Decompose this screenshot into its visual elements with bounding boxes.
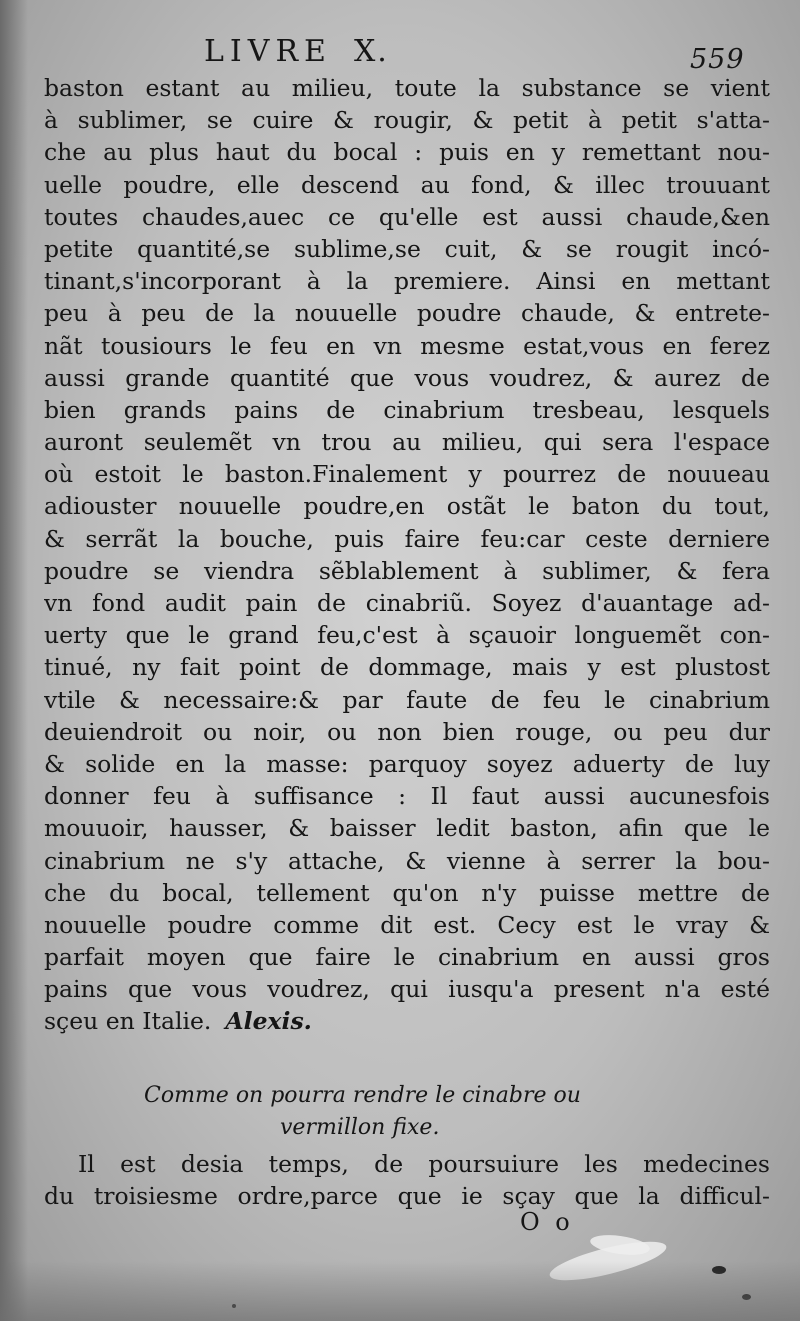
text-line-content: parfait moyen que faire le cinabrium en aussi gros <box>44 943 770 972</box>
text-line-content: aussi grande quantité que vous voudrez, & aurez de <box>44 363 770 392</box>
text-line-content: & solide en la masse: parquoy soyez aduerty de luy <box>44 749 770 778</box>
text-line-content: sçeu en Italie. <box>44 1007 212 1036</box>
section-text-line: Il est desia temps, de poursuiure les medecines <box>78 1150 770 1178</box>
catchword: O o <box>520 1208 574 1236</box>
text-line <box>44 265 770 297</box>
text-line-content: où estoit le baston.Finalement y pourrez de nouueau <box>44 460 770 489</box>
text-line <box>44 490 770 522</box>
text-line-content: baston estant au milieu, toute la substance se vient <box>44 74 770 102</box>
text-line-content: che du bocal, tellement qu'on n'y puisse mettre de <box>44 878 770 907</box>
text-line <box>44 748 770 780</box>
section-heading <box>44 1080 770 1144</box>
text-line <box>44 394 770 426</box>
text-line <box>44 233 770 265</box>
author-signature: Alexis. <box>225 1007 312 1036</box>
text-line-content: uerty que le grand feu,c'est à sçauoir longuemẽt con- <box>44 621 770 650</box>
text-line-content: bien grands pains de cinabrium tresbeau, lesquels <box>44 395 770 424</box>
body-text <box>44 72 770 1038</box>
text-line <box>44 587 770 619</box>
text-line <box>44 780 770 812</box>
text-line-content: pains que vous voudrez, qui iusqu'a present n'a esté <box>44 975 770 1004</box>
text-line-content: petite quantité,se sublime,se cuit, & se rougit incó- <box>44 234 770 263</box>
text-line-content: che au plus haut du bocal : puis en y remettant nou- <box>44 138 770 167</box>
text-line-content: poudre se viendra sẽblablement à sublimer, & fera <box>44 556 770 585</box>
running-title-text: LIVRE <box>204 34 332 69</box>
text-line-content: adiouster nouuelle poudre,en ostãt le baton du tout, <box>44 492 770 521</box>
text-line <box>44 72 770 104</box>
text-line-content: auront seulemẽt vn trou au milieu, qui sera l'espace <box>44 428 770 457</box>
page-bottom-shadow <box>0 1261 800 1321</box>
text-line <box>44 845 770 877</box>
gutter-shadow <box>0 0 28 1321</box>
section-heading-line-2: vermillon fixe. <box>280 1115 440 1140</box>
text-line <box>44 104 770 136</box>
text-line <box>44 297 770 329</box>
text-line-content: à sublimer, se cuire & rougir, & petit à petit s'atta- <box>44 106 770 135</box>
text-line <box>44 169 770 201</box>
text-line-content: donner feu à suffisance : Il faut aussi aucunesfois <box>44 782 770 811</box>
text-line-content: mouuoir, hausser, & baisser ledit baston, afin que le <box>44 814 770 843</box>
section-text-line: du troisiesme ordre,parce que ie sçay que la difficul- <box>44 1182 770 1211</box>
page-header <box>0 28 800 78</box>
text-line <box>44 619 770 651</box>
text-line <box>44 941 770 973</box>
section-body <box>44 1148 770 1212</box>
text-line-content: deuiendroit ou noir, ou non bien rouge, ou peu dur <box>44 717 770 746</box>
text-line <box>44 812 770 844</box>
text-line <box>44 458 770 490</box>
text-line <box>44 651 770 683</box>
text-line-content: vn fond audit pain de cinabriũ. Soyez d'auantage ad- <box>44 589 770 617</box>
text-line <box>44 909 770 941</box>
text-line-content: vtile & necessaire:& par faute de feu le cinabrium <box>44 685 770 714</box>
section-heading-line-1: Comme on pourra rendre le cinabre ou <box>144 1083 581 1108</box>
text-line-content: tinant,s'incorporant à la premiere. Ainsi en mettant <box>44 267 770 296</box>
text-line-content: nouuelle poudre comme dit est. Cecy est le vray & <box>44 910 770 939</box>
text-line-content: & serrãt la bouche, puis faire feu:car ceste derniere <box>44 524 770 553</box>
book-number: X. <box>353 34 389 69</box>
text-line <box>44 555 770 587</box>
text-line <box>44 523 770 555</box>
text-line <box>44 201 770 233</box>
running-title <box>204 34 389 69</box>
text-line <box>44 426 770 458</box>
text-line <box>44 1005 770 1037</box>
text-line-content: nãt tousiours le feu en vn mesme estat,vous en ferez <box>44 331 770 360</box>
text-line <box>44 136 770 168</box>
text-line <box>44 716 770 748</box>
page-number: 559 <box>690 44 745 75</box>
text-line-content: uelle poudre, elle descend au fond, & illec trouuant <box>44 170 770 199</box>
text-line <box>44 684 770 716</box>
text-line-content: tinué, ny fait point de dommage, mais y est plustost <box>44 653 770 682</box>
text-line-content: peu à peu de la nouuelle poudre chaude, & entrete- <box>44 299 770 328</box>
text-line <box>44 973 770 1005</box>
text-line <box>44 877 770 909</box>
text-line-content: cinabrium ne s'y attache, & vienne à serrer la bou- <box>44 846 770 875</box>
text-line <box>44 330 770 362</box>
text-line <box>44 362 770 394</box>
text-line-content: toutes chaudes,auec ce qu'elle est aussi chaude,&en <box>44 202 770 231</box>
